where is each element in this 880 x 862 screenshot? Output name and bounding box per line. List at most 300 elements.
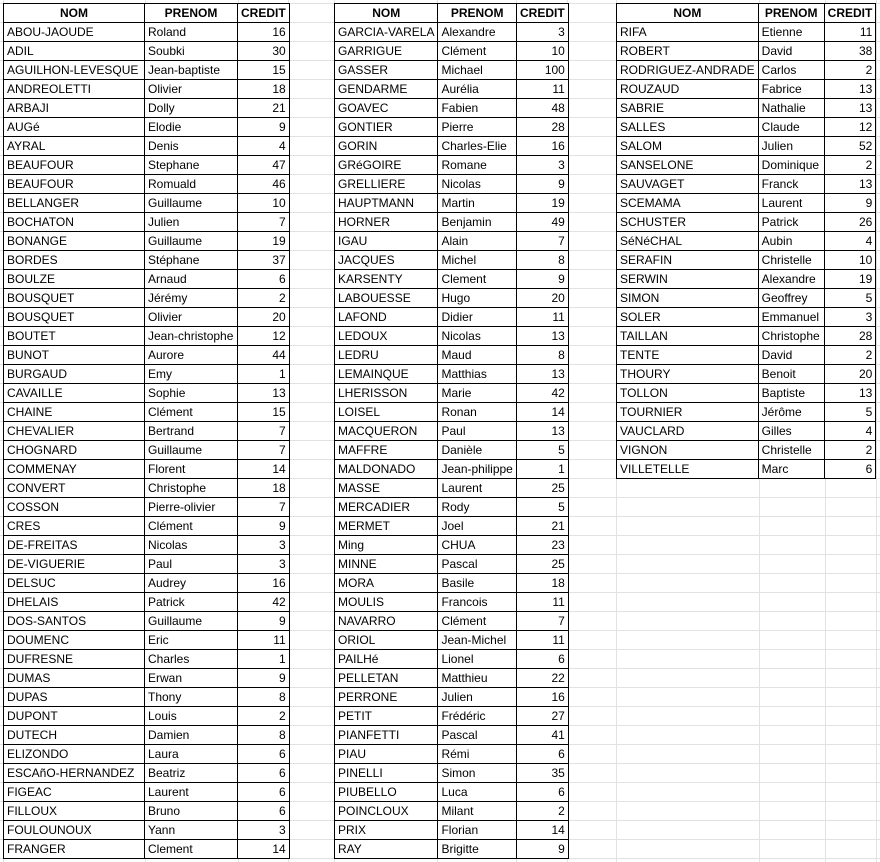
- cell-prenom[interactable]: Maud: [438, 346, 516, 365]
- cell-credit[interactable]: 30: [238, 42, 290, 61]
- cell-credit[interactable]: 11: [516, 631, 568, 650]
- cell-credit[interactable]: 9: [238, 669, 290, 688]
- cell-prenom[interactable]: Geoffrey: [758, 289, 824, 308]
- cell-credit[interactable]: 10: [516, 42, 568, 61]
- header-prenom[interactable]: PRENOM: [758, 4, 824, 23]
- cell-credit[interactable]: 2: [238, 707, 290, 726]
- cell-nom[interactable]: SéNéCHAL: [617, 232, 759, 251]
- cell-prenom[interactable]: Alain: [438, 232, 516, 251]
- cell-nom[interactable]: SCHUSTER: [617, 213, 759, 232]
- cell-nom[interactable]: CHEVALIER: [4, 422, 145, 441]
- cell-nom[interactable]: GORIN: [335, 137, 438, 156]
- cell-prenom[interactable]: David: [758, 42, 824, 61]
- cell-credit[interactable]: 13: [824, 80, 876, 99]
- cell-nom[interactable]: MAFFRE: [335, 441, 438, 460]
- cell-credit[interactable]: 6: [516, 745, 568, 764]
- cell-prenom[interactable]: Pierre-olivier: [145, 498, 238, 517]
- cell-nom[interactable]: DOUMENC: [4, 631, 145, 650]
- cell-credit[interactable]: 23: [516, 536, 568, 555]
- cell-nom[interactable]: SALLES: [617, 118, 759, 137]
- cell-prenom[interactable]: Erwan: [145, 669, 238, 688]
- cell-credit[interactable]: 22: [516, 669, 568, 688]
- cell-credit[interactable]: 7: [516, 232, 568, 251]
- cell-credit[interactable]: 28: [824, 327, 876, 346]
- cell-credit[interactable]: 14: [238, 460, 290, 479]
- header-credit[interactable]: CREDIT: [238, 4, 290, 23]
- cell-credit[interactable]: 7: [238, 213, 290, 232]
- cell-nom[interactable]: BOCHATON: [4, 213, 145, 232]
- cell-prenom[interactable]: Pascal: [438, 726, 516, 745]
- cell-prenom[interactable]: Christelle: [758, 251, 824, 270]
- cell-nom[interactable]: DHELAIS: [4, 593, 145, 612]
- cell-prenom[interactable]: Bruno: [145, 802, 238, 821]
- cell-prenom[interactable]: Pierre: [438, 118, 516, 137]
- cell-credit[interactable]: 6: [238, 783, 290, 802]
- cell-prenom[interactable]: Jean-christophe: [145, 327, 238, 346]
- cell-nom[interactable]: ROBERT: [617, 42, 759, 61]
- cell-prenom[interactable]: Nicolas: [438, 175, 516, 194]
- cell-prenom[interactable]: Soubki: [145, 42, 238, 61]
- cell-nom[interactable]: GRELLIERE: [335, 175, 438, 194]
- cell-credit[interactable]: 21: [516, 517, 568, 536]
- cell-nom[interactable]: ESCAñO-HERNANDEZ: [4, 764, 145, 783]
- cell-nom[interactable]: LEDRU: [335, 346, 438, 365]
- cell-credit[interactable]: 16: [516, 688, 568, 707]
- cell-prenom[interactable]: Aubin: [758, 232, 824, 251]
- cell-prenom[interactable]: Rémi: [438, 745, 516, 764]
- cell-credit[interactable]: 27: [516, 707, 568, 726]
- cell-credit[interactable]: 6: [238, 270, 290, 289]
- cell-credit[interactable]: 1: [516, 460, 568, 479]
- cell-nom[interactable]: CHAINE: [4, 403, 145, 422]
- cell-nom[interactable]: RAY: [335, 840, 438, 859]
- cell-nom[interactable]: GOAVEC: [335, 99, 438, 118]
- cell-prenom[interactable]: Michael: [438, 61, 516, 80]
- cell-nom[interactable]: ELIZONDO: [4, 745, 145, 764]
- cell-nom[interactable]: SOLER: [617, 308, 759, 327]
- cell-nom[interactable]: MERMET: [335, 517, 438, 536]
- cell-credit[interactable]: 28: [516, 118, 568, 137]
- cell-credit[interactable]: 9: [516, 270, 568, 289]
- cell-prenom[interactable]: Nicolas: [438, 327, 516, 346]
- cell-prenom[interactable]: Sophie: [145, 384, 238, 403]
- header-prenom[interactable]: PRENOM: [438, 4, 516, 23]
- cell-nom[interactable]: BOUTET: [4, 327, 145, 346]
- cell-nom[interactable]: LEMAINQUE: [335, 365, 438, 384]
- cell-nom[interactable]: ABOU-JAOUDE: [4, 23, 145, 42]
- cell-credit[interactable]: 6: [238, 745, 290, 764]
- cell-prenom[interactable]: Eric: [145, 631, 238, 650]
- cell-nom[interactable]: FIGEAC: [4, 783, 145, 802]
- cell-credit[interactable]: 20: [516, 289, 568, 308]
- cell-nom[interactable]: FOULOUNOUX: [4, 821, 145, 840]
- cell-prenom[interactable]: Claude: [758, 118, 824, 137]
- cell-prenom[interactable]: Arnaud: [145, 270, 238, 289]
- cell-nom[interactable]: PERRONE: [335, 688, 438, 707]
- cell-nom[interactable]: AUGé: [4, 118, 145, 137]
- cell-nom[interactable]: VILLETELLE: [617, 460, 759, 479]
- cell-nom[interactable]: LOISEL: [335, 403, 438, 422]
- cell-credit[interactable]: 9: [238, 612, 290, 631]
- cell-credit[interactable]: 48: [516, 99, 568, 118]
- header-prenom[interactable]: PRENOM: [145, 4, 238, 23]
- cell-nom[interactable]: VAUCLARD: [617, 422, 759, 441]
- cell-prenom[interactable]: Patrick: [758, 213, 824, 232]
- cell-credit[interactable]: 42: [516, 384, 568, 403]
- cell-nom[interactable]: BONANGE: [4, 232, 145, 251]
- cell-prenom[interactable]: Aurore: [145, 346, 238, 365]
- cell-credit[interactable]: 100: [516, 61, 568, 80]
- cell-credit[interactable]: 16: [238, 574, 290, 593]
- cell-credit[interactable]: 5: [824, 403, 876, 422]
- cell-prenom[interactable]: Pascal: [438, 555, 516, 574]
- cell-nom[interactable]: SERAFIN: [617, 251, 759, 270]
- cell-credit[interactable]: 8: [238, 726, 290, 745]
- cell-credit[interactable]: 13: [516, 365, 568, 384]
- cell-nom[interactable]: IGAU: [335, 232, 438, 251]
- cell-prenom[interactable]: Yann: [145, 821, 238, 840]
- cell-credit[interactable]: 9: [516, 175, 568, 194]
- cell-credit[interactable]: 3: [516, 23, 568, 42]
- cell-prenom[interactable]: Jean-Michel: [438, 631, 516, 650]
- cell-credit[interactable]: 16: [238, 23, 290, 42]
- cell-prenom[interactable]: Nathalie: [758, 99, 824, 118]
- cell-prenom[interactable]: Clément: [438, 612, 516, 631]
- cell-prenom[interactable]: Laurent: [145, 783, 238, 802]
- cell-credit[interactable]: 18: [238, 479, 290, 498]
- header-credit[interactable]: CREDIT: [824, 4, 876, 23]
- cell-nom[interactable]: TOURNIER: [617, 403, 759, 422]
- cell-credit[interactable]: 2: [824, 346, 876, 365]
- cell-credit[interactable]: 4: [824, 232, 876, 251]
- cell-credit[interactable]: 3: [238, 536, 290, 555]
- cell-prenom[interactable]: Francois: [438, 593, 516, 612]
- cell-nom[interactable]: FILLOUX: [4, 802, 145, 821]
- cell-nom[interactable]: SAUVAGET: [617, 175, 759, 194]
- cell-credit[interactable]: 16: [516, 137, 568, 156]
- cell-nom[interactable]: DUFRESNE: [4, 650, 145, 669]
- cell-credit[interactable]: 46: [238, 175, 290, 194]
- cell-prenom[interactable]: Jérémy: [145, 289, 238, 308]
- cell-nom[interactable]: POINCLOUX: [335, 802, 438, 821]
- cell-prenom[interactable]: Beatriz: [145, 764, 238, 783]
- cell-nom[interactable]: RODRIGUEZ-ANDRADE: [617, 61, 759, 80]
- cell-prenom[interactable]: Fabrice: [758, 80, 824, 99]
- cell-credit[interactable]: 13: [824, 175, 876, 194]
- cell-nom[interactable]: RIFA: [617, 23, 759, 42]
- cell-prenom[interactable]: CHUA: [438, 536, 516, 555]
- cell-prenom[interactable]: Charles: [145, 650, 238, 669]
- cell-nom[interactable]: PRIX: [335, 821, 438, 840]
- cell-nom[interactable]: PAILHé: [335, 650, 438, 669]
- cell-prenom[interactable]: Julien: [438, 688, 516, 707]
- cell-credit[interactable]: 12: [238, 327, 290, 346]
- cell-credit[interactable]: 4: [238, 137, 290, 156]
- cell-prenom[interactable]: Christelle: [758, 441, 824, 460]
- cell-prenom[interactable]: Christophe: [758, 327, 824, 346]
- cell-prenom[interactable]: Dominique: [758, 156, 824, 175]
- cell-credit[interactable]: 3: [238, 821, 290, 840]
- cell-prenom[interactable]: Rody: [438, 498, 516, 517]
- cell-credit[interactable]: 11: [516, 80, 568, 99]
- cell-nom[interactable]: Ming: [335, 536, 438, 555]
- cell-nom[interactable]: MINNE: [335, 555, 438, 574]
- cell-prenom[interactable]: Olivier: [145, 308, 238, 327]
- cell-nom[interactable]: SANSELONE: [617, 156, 759, 175]
- cell-credit[interactable]: 9: [516, 840, 568, 859]
- cell-nom[interactable]: THOURY: [617, 365, 759, 384]
- cell-nom[interactable]: CRES: [4, 517, 145, 536]
- cell-nom[interactable]: LABOUESSE: [335, 289, 438, 308]
- cell-prenom[interactable]: Florent: [145, 460, 238, 479]
- cell-prenom[interactable]: Marie: [438, 384, 516, 403]
- cell-nom[interactable]: MALDONADO: [335, 460, 438, 479]
- cell-credit[interactable]: 11: [824, 23, 876, 42]
- cell-nom[interactable]: GARRIGUE: [335, 42, 438, 61]
- cell-prenom[interactable]: Marc: [758, 460, 824, 479]
- cell-nom[interactable]: LHERISSON: [335, 384, 438, 403]
- cell-credit[interactable]: 20: [824, 365, 876, 384]
- cell-nom[interactable]: DOS-SANTOS: [4, 612, 145, 631]
- cell-nom[interactable]: LAFOND: [335, 308, 438, 327]
- cell-nom[interactable]: PIUBELLO: [335, 783, 438, 802]
- cell-nom[interactable]: CAVAILLE: [4, 384, 145, 403]
- cell-credit[interactable]: 19: [238, 232, 290, 251]
- cell-credit[interactable]: 1: [238, 365, 290, 384]
- cell-prenom[interactable]: Stephane: [145, 156, 238, 175]
- cell-credit[interactable]: 37: [238, 251, 290, 270]
- cell-credit[interactable]: 10: [238, 194, 290, 213]
- cell-nom[interactable]: DELSUC: [4, 574, 145, 593]
- cell-nom[interactable]: PELLETAN: [335, 669, 438, 688]
- cell-credit[interactable]: 14: [238, 840, 290, 859]
- cell-nom[interactable]: DUTECH: [4, 726, 145, 745]
- cell-credit[interactable]: 1: [238, 650, 290, 669]
- cell-credit[interactable]: 13: [824, 384, 876, 403]
- cell-credit[interactable]: 5: [516, 498, 568, 517]
- cell-prenom[interactable]: Damien: [145, 726, 238, 745]
- cell-nom[interactable]: JACQUES: [335, 251, 438, 270]
- cell-credit[interactable]: 2: [824, 441, 876, 460]
- cell-prenom[interactable]: Benjamin: [438, 213, 516, 232]
- cell-credit[interactable]: 11: [238, 631, 290, 650]
- cell-credit[interactable]: 10: [824, 251, 876, 270]
- cell-nom[interactable]: ANDREOLETTI: [4, 80, 145, 99]
- cell-credit[interactable]: 2: [238, 289, 290, 308]
- cell-prenom[interactable]: Guillaume: [145, 441, 238, 460]
- cell-credit[interactable]: 26: [824, 213, 876, 232]
- cell-credit[interactable]: 9: [238, 517, 290, 536]
- cell-prenom[interactable]: Laurent: [438, 479, 516, 498]
- cell-credit[interactable]: 13: [238, 384, 290, 403]
- cell-prenom[interactable]: Audrey: [145, 574, 238, 593]
- cell-nom[interactable]: AYRAL: [4, 137, 145, 156]
- cell-nom[interactable]: KARSENTY: [335, 270, 438, 289]
- cell-prenom[interactable]: Didier: [438, 308, 516, 327]
- cell-prenom[interactable]: Jean-philippe: [438, 460, 516, 479]
- cell-nom[interactable]: DUPONT: [4, 707, 145, 726]
- cell-nom[interactable]: PINELLI: [335, 764, 438, 783]
- cell-prenom[interactable]: Denis: [145, 137, 238, 156]
- cell-prenom[interactable]: Luca: [438, 783, 516, 802]
- cell-prenom[interactable]: Clément: [145, 403, 238, 422]
- cell-nom[interactable]: ORIOL: [335, 631, 438, 650]
- cell-credit[interactable]: 7: [238, 441, 290, 460]
- cell-credit[interactable]: 35: [516, 764, 568, 783]
- cell-prenom[interactable]: Elodie: [145, 118, 238, 137]
- cell-nom[interactable]: MERCADIER: [335, 498, 438, 517]
- cell-prenom[interactable]: Stéphane: [145, 251, 238, 270]
- cell-credit[interactable]: 8: [238, 688, 290, 707]
- cell-prenom[interactable]: Lionel: [438, 650, 516, 669]
- cell-prenom[interactable]: Roland: [145, 23, 238, 42]
- cell-credit[interactable]: 6: [516, 650, 568, 669]
- cell-credit[interactable]: 49: [516, 213, 568, 232]
- header-nom[interactable]: NOM: [617, 4, 759, 23]
- cell-prenom[interactable]: David: [758, 346, 824, 365]
- cell-prenom[interactable]: Benoit: [758, 365, 824, 384]
- cell-credit[interactable]: 7: [238, 422, 290, 441]
- cell-credit[interactable]: 20: [238, 308, 290, 327]
- cell-nom[interactable]: COMMENAY: [4, 460, 145, 479]
- cell-nom[interactable]: MORA: [335, 574, 438, 593]
- cell-prenom[interactable]: Louis: [145, 707, 238, 726]
- cell-nom[interactable]: DUMAS: [4, 669, 145, 688]
- cell-credit[interactable]: 3: [824, 308, 876, 327]
- cell-nom[interactable]: TAILLAN: [617, 327, 759, 346]
- cell-nom[interactable]: BEAUFOUR: [4, 156, 145, 175]
- cell-prenom[interactable]: Jérôme: [758, 403, 824, 422]
- cell-credit[interactable]: 8: [516, 251, 568, 270]
- cell-prenom[interactable]: Christophe: [145, 479, 238, 498]
- cell-nom[interactable]: COSSON: [4, 498, 145, 517]
- header-nom[interactable]: NOM: [4, 4, 145, 23]
- cell-credit[interactable]: 5: [516, 441, 568, 460]
- cell-prenom[interactable]: Thony: [145, 688, 238, 707]
- cell-prenom[interactable]: Milant: [438, 802, 516, 821]
- cell-prenom[interactable]: Florian: [438, 821, 516, 840]
- cell-nom[interactable]: BOUSQUET: [4, 289, 145, 308]
- cell-prenom[interactable]: Basile: [438, 574, 516, 593]
- cell-credit[interactable]: 52: [824, 137, 876, 156]
- cell-prenom[interactable]: Nicolas: [145, 536, 238, 555]
- cell-credit[interactable]: 6: [238, 764, 290, 783]
- cell-nom[interactable]: DE-VIGUERIE: [4, 555, 145, 574]
- cell-credit[interactable]: 13: [516, 422, 568, 441]
- cell-prenom[interactable]: Jean-baptiste: [145, 61, 238, 80]
- cell-credit[interactable]: 6: [516, 783, 568, 802]
- cell-prenom[interactable]: Martin: [438, 194, 516, 213]
- cell-prenom[interactable]: Guillaume: [145, 232, 238, 251]
- cell-prenom[interactable]: Michel: [438, 251, 516, 270]
- cell-prenom[interactable]: Romuald: [145, 175, 238, 194]
- cell-prenom[interactable]: Clement: [145, 840, 238, 859]
- cell-prenom[interactable]: Brigitte: [438, 840, 516, 859]
- cell-prenom[interactable]: Frédéric: [438, 707, 516, 726]
- cell-nom[interactable]: NAVARRO: [335, 612, 438, 631]
- cell-prenom[interactable]: Patrick: [145, 593, 238, 612]
- cell-credit[interactable]: 3: [516, 156, 568, 175]
- cell-prenom[interactable]: Emy: [145, 365, 238, 384]
- cell-prenom[interactable]: Paul: [438, 422, 516, 441]
- cell-nom[interactable]: BUNOT: [4, 346, 145, 365]
- cell-prenom[interactable]: Simon: [438, 764, 516, 783]
- cell-credit[interactable]: 5: [824, 289, 876, 308]
- cell-nom[interactable]: SABRIE: [617, 99, 759, 118]
- cell-nom[interactable]: BORDES: [4, 251, 145, 270]
- cell-nom[interactable]: MASSE: [335, 479, 438, 498]
- cell-nom[interactable]: SERWIN: [617, 270, 759, 289]
- cell-credit[interactable]: 44: [238, 346, 290, 365]
- cell-credit[interactable]: 11: [516, 308, 568, 327]
- cell-prenom[interactable]: Gilles: [758, 422, 824, 441]
- cell-nom[interactable]: BURGAUD: [4, 365, 145, 384]
- cell-prenom[interactable]: Julien: [758, 137, 824, 156]
- cell-nom[interactable]: BOUSQUET: [4, 308, 145, 327]
- cell-prenom[interactable]: Bertrand: [145, 422, 238, 441]
- cell-nom[interactable]: DUPAS: [4, 688, 145, 707]
- cell-nom[interactable]: CONVERT: [4, 479, 145, 498]
- cell-nom[interactable]: VIGNON: [617, 441, 759, 460]
- cell-credit[interactable]: 2: [824, 156, 876, 175]
- cell-credit[interactable]: 14: [516, 821, 568, 840]
- cell-nom[interactable]: BELLANGER: [4, 194, 145, 213]
- cell-credit[interactable]: 6: [238, 802, 290, 821]
- cell-prenom[interactable]: Julien: [145, 213, 238, 232]
- cell-prenom[interactable]: Fabien: [438, 99, 516, 118]
- cell-nom[interactable]: ROUZAUD: [617, 80, 759, 99]
- cell-credit[interactable]: 42: [238, 593, 290, 612]
- cell-credit[interactable]: 2: [824, 61, 876, 80]
- cell-credit[interactable]: 41: [516, 726, 568, 745]
- cell-nom[interactable]: PIANFETTI: [335, 726, 438, 745]
- cell-credit[interactable]: 19: [824, 270, 876, 289]
- cell-credit[interactable]: 47: [238, 156, 290, 175]
- cell-nom[interactable]: TENTE: [617, 346, 759, 365]
- cell-credit[interactable]: 25: [516, 555, 568, 574]
- cell-nom[interactable]: DE-FREITAS: [4, 536, 145, 555]
- cell-prenom[interactable]: Dolly: [145, 99, 238, 118]
- cell-nom[interactable]: ADIL: [4, 42, 145, 61]
- cell-credit[interactable]: 8: [516, 346, 568, 365]
- cell-prenom[interactable]: Ronan: [438, 403, 516, 422]
- cell-nom[interactable]: BEAUFOUR: [4, 175, 145, 194]
- cell-nom[interactable]: SIMON: [617, 289, 759, 308]
- cell-prenom[interactable]: Emmanuel: [758, 308, 824, 327]
- cell-credit[interactable]: 14: [516, 403, 568, 422]
- cell-nom[interactable]: HAUPTMANN: [335, 194, 438, 213]
- cell-credit[interactable]: 13: [516, 327, 568, 346]
- cell-credit[interactable]: 18: [238, 80, 290, 99]
- cell-credit[interactable]: 7: [516, 612, 568, 631]
- cell-nom[interactable]: TOLLON: [617, 384, 759, 403]
- cell-prenom[interactable]: Guillaume: [145, 612, 238, 631]
- cell-nom[interactable]: LEDOUX: [335, 327, 438, 346]
- cell-prenom[interactable]: Matthias: [438, 365, 516, 384]
- cell-prenom[interactable]: Romane: [438, 156, 516, 175]
- cell-credit[interactable]: 4: [824, 422, 876, 441]
- cell-nom[interactable]: SALOM: [617, 137, 759, 156]
- cell-prenom[interactable]: Baptiste: [758, 384, 824, 403]
- cell-prenom[interactable]: Clément: [438, 42, 516, 61]
- cell-credit[interactable]: 3: [238, 555, 290, 574]
- cell-credit[interactable]: 38: [824, 42, 876, 61]
- cell-prenom[interactable]: Carlos: [758, 61, 824, 80]
- cell-nom[interactable]: GENDARME: [335, 80, 438, 99]
- cell-nom[interactable]: AGUILHON-LEVESQUE: [4, 61, 145, 80]
- cell-prenom[interactable]: Clément: [145, 517, 238, 536]
- cell-prenom[interactable]: Danièle: [438, 441, 516, 460]
